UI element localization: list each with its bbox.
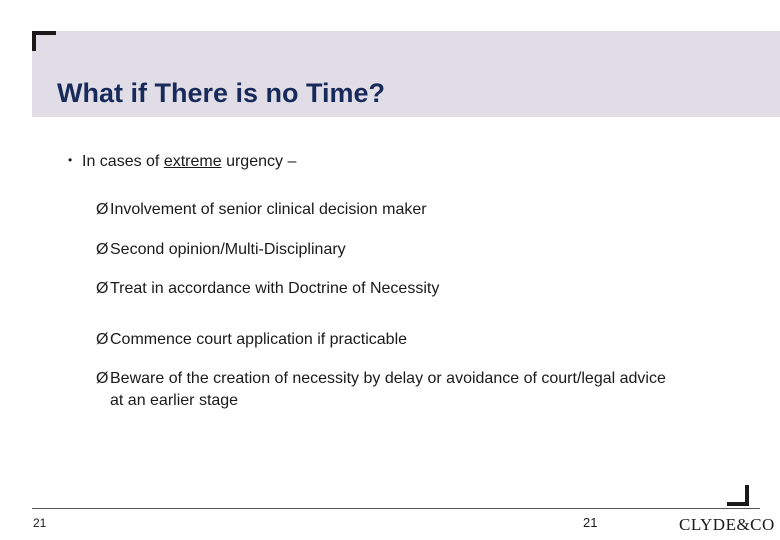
sub-item-text-line2: at an earlier stage xyxy=(110,392,239,409)
page-number-center: 21 xyxy=(583,515,598,530)
bullet-emphasis: extreme xyxy=(163,153,222,170)
sub-item-text: Treat in accordance with Doctrine of Necessity xyxy=(110,280,440,297)
clyde-co-logo: CLYDE&CO xyxy=(679,515,775,534)
arrow-bullet-icon: Ø xyxy=(96,241,109,258)
arrow-bullet-icon: Ø xyxy=(96,280,109,297)
sub-item-text: Second opinion/Multi-Disciplinary xyxy=(110,241,346,258)
bullet-dot-icon: • xyxy=(68,153,73,167)
bullet-suffix: urgency – xyxy=(221,153,297,170)
sub-item xyxy=(96,199,756,221)
sub-item-text: Involvement of senior clinical decision maker xyxy=(110,201,427,218)
sub-item-text-line1: Beware of the creation of necessity by delay or avoidance of court/legal advice xyxy=(110,370,666,387)
sub-item xyxy=(96,278,756,300)
sub-item xyxy=(96,239,756,261)
corner-mark-bottom-right-vertical xyxy=(745,485,749,506)
bullet-prefix: In cases of xyxy=(82,153,164,170)
slide-title: What if There is no Time? xyxy=(57,78,386,108)
arrow-bullet-icon: Ø xyxy=(96,331,109,348)
corner-mark-top-left-vertical xyxy=(32,31,36,51)
arrow-bullet-icon: Ø xyxy=(96,370,109,387)
page-number-left: 21 xyxy=(33,516,47,530)
footer-divider xyxy=(32,508,760,509)
arrow-bullet-icon: Ø xyxy=(96,201,109,218)
sub-item xyxy=(96,329,756,351)
sub-item-text: Commence court application if practicable xyxy=(110,331,408,348)
sub-item-multiline xyxy=(96,368,756,412)
main-bullet xyxy=(68,153,296,171)
